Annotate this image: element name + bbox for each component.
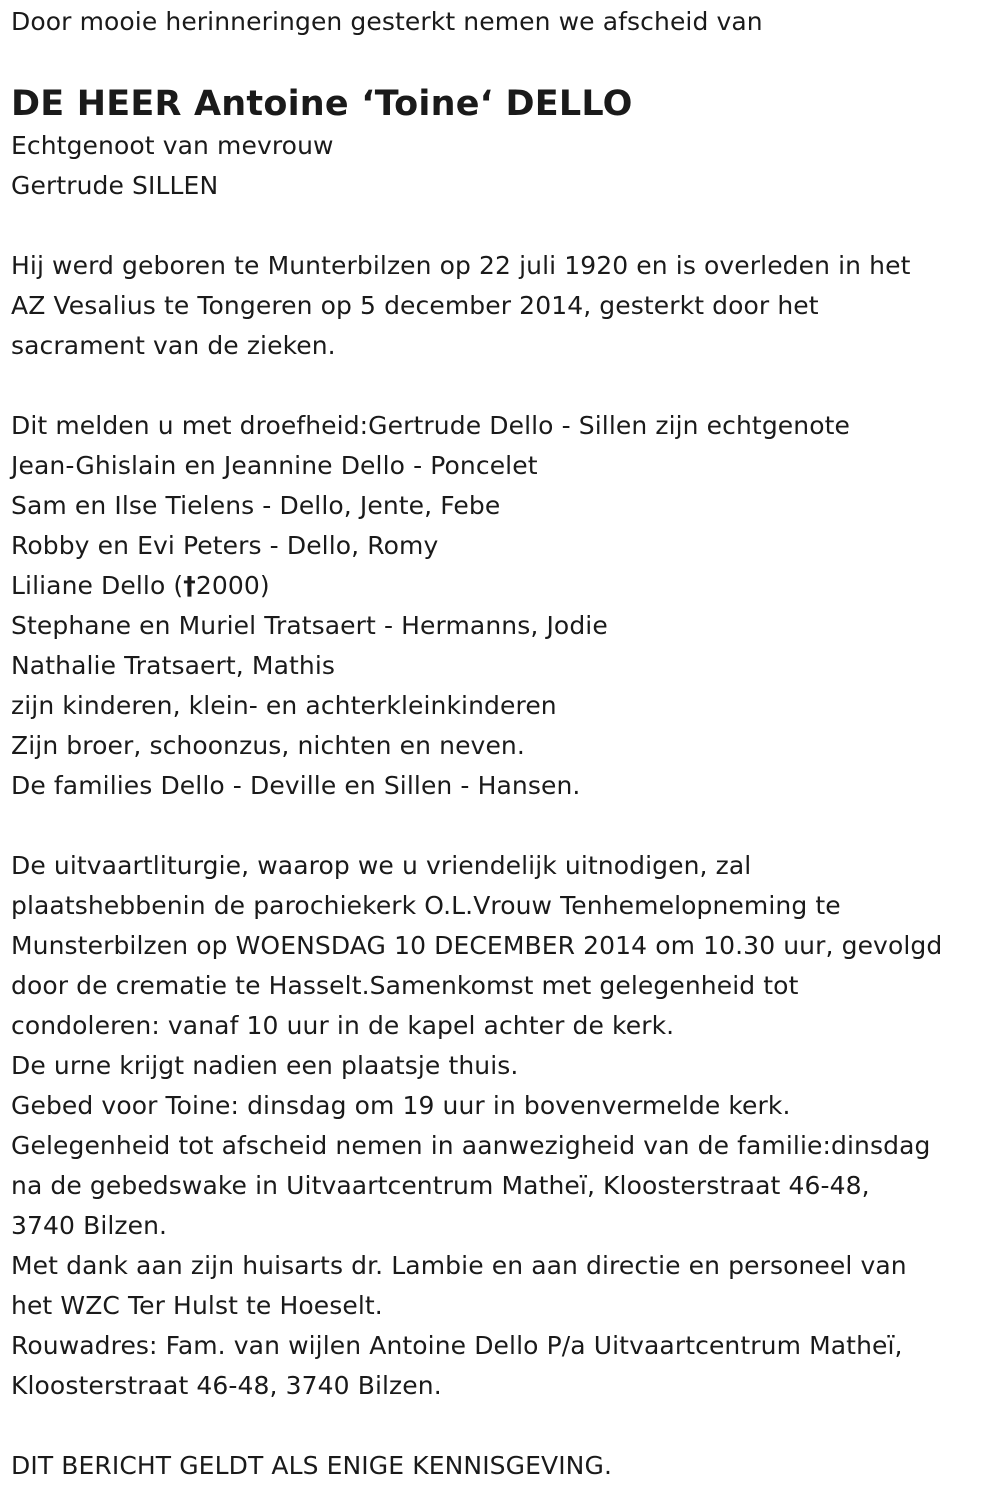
- ceremony-line: na de gebedswake in Uitvaartcentrum Matheï, Kloosterstraat 46-48,: [11, 1171, 870, 1200]
- family-line-liliane: [11, 566, 990, 606]
- ceremony-line: Munsterbilzen op WOENSDAG 10 DECEMBER 2014 om 10.30 uur, gevolgd: [11, 931, 943, 960]
- ceremony-line: door de crematie te Hasselt.Samenkomst met gelegenheid tot: [11, 971, 799, 1000]
- ceremony-line: Met dank aan zijn huisarts dr. Lambie en aan directie en personeel van: [11, 1251, 907, 1280]
- family-line: Zijn broer, schoonzus, nichten en neven.: [11, 731, 525, 760]
- ceremony-line: het WZC Ter Hulst te Hoeselt.: [11, 1291, 383, 1320]
- ceremony-section: [11, 846, 990, 1406]
- family-line: De families Dello - Deville en Sillen - Hansen.: [11, 771, 581, 800]
- family-section: [11, 406, 990, 806]
- family-line: Dit melden u met droefheid:Gertrude Dello - Sillen zijn echtgenote: [11, 411, 850, 440]
- spouse-section: [11, 126, 990, 206]
- ceremony-line: De uitvaartliturgie, waarop we u vriendelijk uitnodigen, zal: [11, 851, 752, 880]
- ceremony-line: Gebed voor Toine: dinsdag om 19 uur in bovenvermelde kerk.: [11, 1091, 791, 1120]
- ceremony-line: condoleren: vanaf 10 uur in de kapel achter de kerk.: [11, 1011, 675, 1040]
- ceremony-line: Rouwadres: Fam. van wijlen Antoine Dello P/a Uitvaartcentrum Matheï,: [11, 1331, 903, 1360]
- deceased-name: DE HEER Antoine ‘Toine‘ DELLO: [11, 84, 633, 124]
- ceremony-line: Kloosterstraat 46-48, 3740 Bilzen.: [11, 1371, 442, 1400]
- family-line: zijn kinderen, klein- en achterkleinkinderen: [11, 691, 557, 720]
- birth-death-section: [11, 246, 990, 366]
- spouse-line: Echtgenoot van mevrouw: [11, 131, 334, 160]
- closing-text: DIT BERICHT GELDT ALS ENIGE KENNISGEVING.: [11, 1451, 612, 1480]
- ceremony-line: De urne krijgt nadien een plaatsje thuis.: [11, 1051, 519, 1080]
- family-line: Robby en Evi Peters - Dello, Romy: [11, 531, 439, 560]
- cross-icon: †: [183, 571, 196, 600]
- spouse-name: Gertrude SILLEN: [11, 171, 219, 200]
- family-line: Sam en Ilse Tielens - Dello, Jente, Febe: [11, 491, 501, 520]
- family-line: Nathalie Tratsaert, Mathis: [11, 651, 336, 680]
- birth-death-line: AZ Vesalius te Tongeren op 5 december 2014, gesterkt door het: [11, 291, 819, 320]
- family-line: Jean-Ghislain en Jeannine Dello - Poncelet: [11, 451, 538, 480]
- birth-death-line: Hij werd geboren te Munterbilzen op 22 juli 1920 en is overleden in het: [11, 251, 911, 280]
- family-line: Stephane en Muriel Tratsaert - Hermanns, Jodie: [11, 611, 608, 640]
- birth-death-line: sacrament van de zieken.: [11, 331, 336, 360]
- liliane-suffix: 2000): [195, 571, 270, 600]
- ceremony-line: plaatshebbenin de parochiekerk O.L.Vrouw Tenhemelopneming te: [11, 891, 841, 920]
- ceremony-line: 3740 Bilzen.: [11, 1211, 168, 1240]
- intro-text: Door mooie herinneringen gesterkt nemen we afscheid van: [11, 7, 763, 36]
- closing-section: [11, 1446, 990, 1486]
- ceremony-line: Gelegenheid tot afscheid nemen in aanwezigheid van de familie:dinsdag: [11, 1131, 931, 1160]
- liliane-prefix: Liliane Dello (: [11, 571, 184, 600]
